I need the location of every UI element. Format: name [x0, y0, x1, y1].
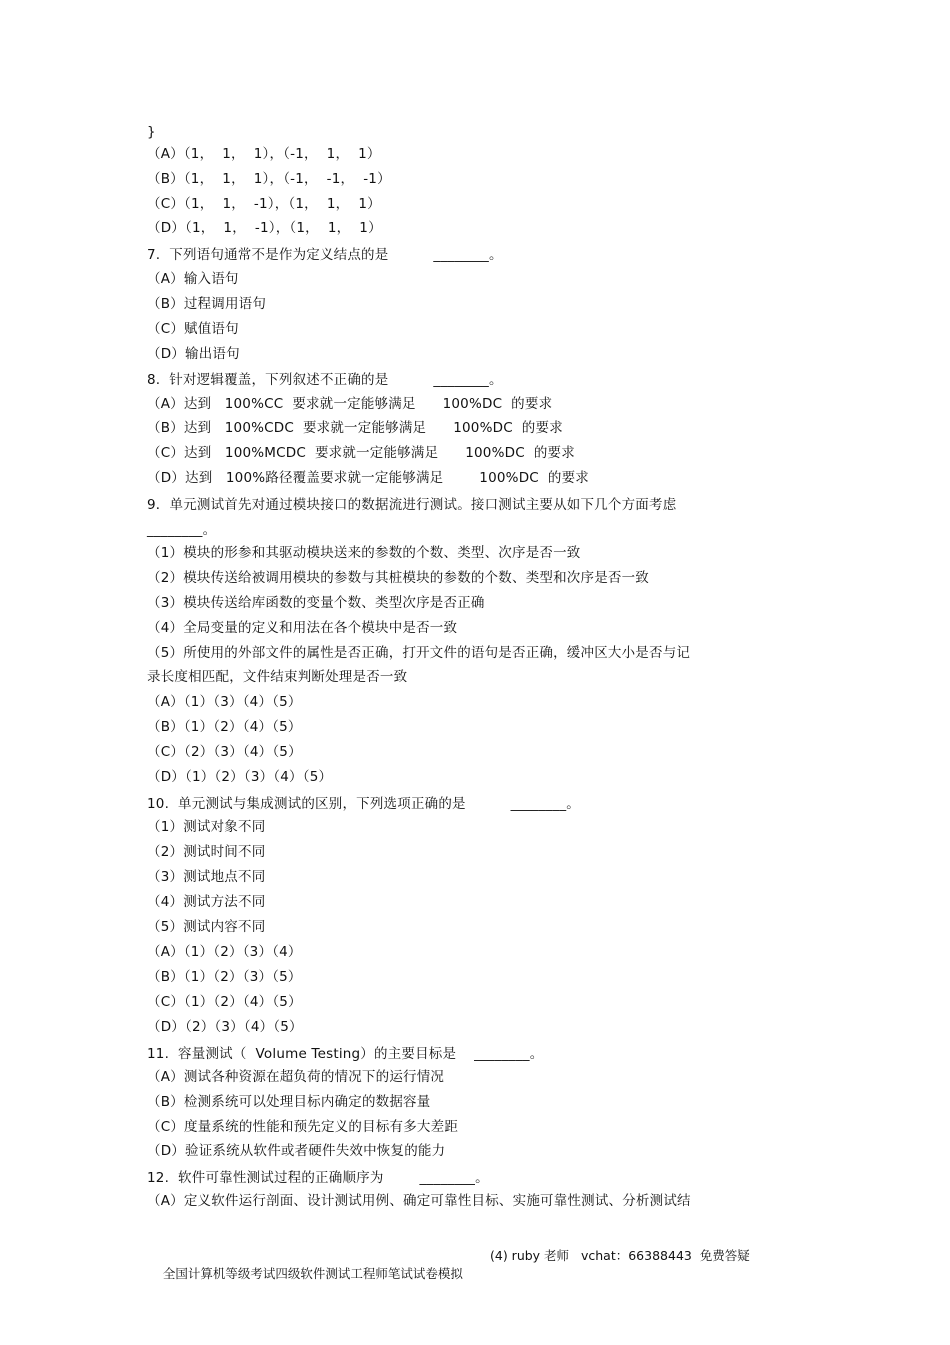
q6-option-c: （C）（1， 1， -1），（1， 1， 1）	[147, 196, 381, 212]
q6-option-b: （B）（1， 1， 1），（-1， -1， -1）	[147, 171, 391, 187]
q8-option-d: （D）达到 100%路径覆盖要求就一定能够满足 100%DC 的要求	[147, 470, 589, 486]
q11-option-c: （C）度量系统的性能和预先定义的目标有多大差距	[147, 1119, 459, 1135]
q8-option-a: （A）达到 100%CC 要求就一定能够满足 100%DC 的要求	[147, 396, 553, 412]
q9-option-d: （D）（1）（2）（3）（4）（5）	[147, 769, 333, 785]
q10-item-2: （2）测试时间不同	[147, 844, 266, 860]
q9-item-1: （1）模块的形参和其驱动模块送来的参数的个数、类型、次序是否一致	[147, 545, 581, 561]
q7-stem: 7. 下列语句通常不是作为定义结点的是 ________。	[147, 247, 503, 263]
q9-item-4: （4）全局变量的定义和用法在各个模块中是否一致	[147, 620, 458, 636]
q7-option-a: （A）输入语句	[147, 271, 239, 287]
q7-option-b: （B）过程调用语句	[147, 296, 267, 312]
q12-stem: 12. 软件可靠性测试过程的正确顺序为 ________。	[147, 1170, 489, 1186]
q10-option-b: （B）（1）（2）（3）（5）	[147, 969, 302, 985]
footer-contact: (4) ruby 老师 vchat：66388443 免费答疑	[490, 1248, 750, 1263]
q8-stem: 8. 针对逻辑覆盖，下列叙述不正确的是 ________。	[147, 372, 503, 388]
q10-option-a: （A）（1）（2）（3）（4）	[147, 944, 302, 960]
q11-stem: 11. 容量测试（ Volume Testing）的主要目标是 ________。	[147, 1046, 544, 1062]
q9-item-5-cont: 录长度相匹配，文件结束判断处理是否一致	[147, 669, 408, 685]
q10-item-4: （4）测试方法不同	[147, 894, 266, 910]
q10-stem: 10. 单元测试与集成测试的区别，下列选项正确的是 ________。	[147, 796, 580, 812]
q9-item-2: （2）模块传送给被调用模块的参数与其桩模块的参数的个数、类型和次序是否一致	[147, 570, 649, 586]
q9-stem-blank: ________。	[147, 522, 217, 538]
code-closing-brace: }	[147, 124, 156, 140]
footer-title: 全国计算机等级考试四级软件测试工程师笔试试卷模拟	[162, 1266, 463, 1281]
q6-option-a: （A）（1， 1， 1），（-1， 1， 1）	[147, 146, 381, 162]
q9-stem: 9．单元测试首先对通过模块接口的数据流进行测试。接口测试主要从如下几个方面考虑	[147, 497, 677, 513]
page-footer	[147, 1247, 750, 1319]
q10-option-c: （C）（1）（2）（4）（5）	[147, 994, 302, 1010]
q10-item-1: （1）测试对象不同	[147, 819, 266, 835]
q10-option-d: （D）（2）（3）（4）（5）	[147, 1019, 303, 1035]
q7-option-c: （C）赋值语句	[147, 321, 239, 337]
q10-item-3: （3）测试地点不同	[147, 869, 266, 885]
q11-option-b: （B）检测系统可以处理目标内确定的数据容量	[147, 1094, 431, 1110]
q6-option-d: （D）（1， 1， -1），（1， 1， 1）	[147, 220, 382, 236]
q10-item-5: （5）测试内容不同	[147, 919, 266, 935]
q12-option-a: （A）定义软件运行剖面、设计测试用例、确定可靠性目标、实施可靠性测试、分析测试结	[147, 1193, 691, 1209]
q8-option-c: （C）达到 100%MCDC 要求就一定能够满足 100%DC 的要求	[147, 445, 575, 461]
q9-item-3: （3）模块传送给库函数的变量个数、类型次序是否正确	[147, 595, 485, 611]
q11-option-a: （A）测试各种资源在超负荷的情况下的运行情况	[147, 1069, 445, 1085]
q11-option-d: （D）验证系统从软件或者硬件失效中恢复的能力	[147, 1143, 446, 1159]
q9-option-b: （B）（1）（2）（4）（5）	[147, 719, 302, 735]
q9-item-5: （5）所使用的外部文件的属性是否正确，打开文件的语句是否正确，缓冲区大小是否与记	[147, 645, 691, 661]
q9-option-a: （A）（1）（3）（4）（5）	[147, 694, 302, 710]
q7-option-d: （D）输出语句	[147, 346, 240, 362]
q8-option-b: （B）达到 100%CDC 要求就一定能够满足 100%DC 的要求	[147, 420, 563, 436]
q9-option-c: （C）（2）（3）（4）（5）	[147, 744, 302, 760]
